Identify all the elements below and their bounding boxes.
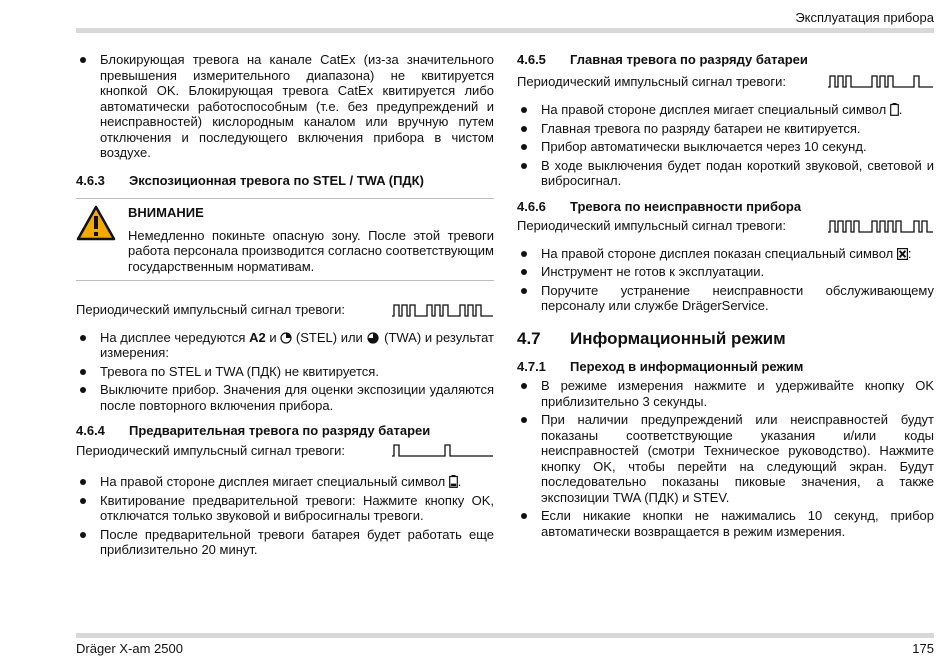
left-column	[76, 52, 494, 561]
section-heading-4-7-1: 4.7.1 Переход в информационный режим	[517, 358, 804, 374]
list-item: В режиме измерения нажмите и удерживайте кнопку OK приблизительно 3 секунды.	[517, 378, 934, 409]
right-column	[517, 52, 934, 542]
list-item: На правой стороне дисплея мигает специальный символ .	[517, 102, 934, 118]
intro-list	[76, 52, 494, 161]
list-item: Инструмент не готов к эксплуатации.	[517, 264, 934, 280]
list-item: Квитирование предварительной тревоги: Нажмите кнопку OK, отключатся только звуковой и вибросигналы тревоги.	[76, 493, 494, 524]
footer-rule	[76, 633, 934, 638]
twa-clock-icon	[366, 332, 380, 344]
battery-empty-icon	[890, 103, 899, 116]
signal-label: Периодический импульсный сигнал тревоги:	[517, 218, 787, 233]
signal-row	[517, 74, 934, 90]
warning-box	[76, 198, 494, 281]
list-item: На правой стороне дисплея показан специальный символ :	[517, 246, 934, 262]
footer-product: Dräger X-am 2500	[76, 641, 183, 656]
section-title: Переход в информационный режим	[570, 358, 804, 374]
section-title: Информационный режим	[570, 328, 786, 348]
section-title: Главная тревога по разряду батареи	[570, 52, 808, 67]
info-mode-list	[517, 378, 934, 539]
page-number: 175	[912, 641, 934, 656]
fault-icon	[897, 248, 908, 260]
section-title: Предварительная тревога по разряду батареи	[129, 423, 431, 438]
list-item: На правой стороне дисплея мигает специальный символ .	[76, 474, 494, 490]
signal-row	[76, 443, 494, 459]
list-item: Если никакие кнопки не нажимались 10 секунд, прибор автоматически возвращается в режим измерения.	[517, 508, 934, 539]
pulse-signal-fault-icon	[828, 219, 934, 233]
warning-text: Немедленно покиньте опасную зону. После этой тревоги работа персонала производится согласно соответствующим государственным нормативам.	[128, 227, 494, 274]
list-item: Блокирующая тревога на канале CatEx (из-за значительного превышения измерительного диапазона) не квитируется кнопкой OK. Блокирующая тревога CatEx квитируется либо автоматически работоспособным (т.е. без предупреждений и неисправностей) кислородным каналом или вручную путем отключения и последующего включения прибора в чистом воздухе.	[76, 52, 494, 161]
pulse-signal-battery-main-icon	[828, 74, 934, 88]
section-heading-4-6-5: 4.6.5 Главная тревога по разряду батареи	[517, 52, 808, 67]
list-item: На дисплее чередуются A2 и (STEL) или (TWA) и результат измерения:	[76, 330, 494, 361]
pulse-signal-battery-pre-icon	[392, 443, 494, 457]
section-title: Экспозиционная тревога по STEL / TWA (ПДК)	[129, 172, 424, 188]
list-item: Главная тревога по разряду батареи не квитируется.	[517, 121, 934, 137]
section-heading-4-6-3: 4.6.3 Экспозиционная тревога по STEL / TWA (ПДК)	[76, 172, 424, 188]
page-header-title: Эксплуатация прибора	[795, 10, 934, 25]
stel-clock-icon	[280, 332, 292, 344]
list-item: Тревога по STEL и TWA (ПДК) не квитируется.	[76, 364, 494, 380]
signal-row	[76, 302, 494, 318]
battery-pre-list	[76, 474, 494, 558]
section-title: Тревога по неисправности прибора	[570, 198, 802, 214]
battery-main-list	[517, 102, 934, 189]
warning-triangle-icon	[76, 205, 128, 274]
list-item: В ходе выключения будет подан короткий звуковой, световой и вибросигнал.	[517, 158, 934, 189]
signal-row	[517, 218, 934, 234]
pulse-signal-stel-icon	[392, 303, 494, 317]
battery-low-icon	[449, 475, 458, 488]
header-rule	[76, 28, 934, 33]
list-item: При наличии предупреждений или неисправностей будут показаны соответствующие указания и/или коды неисправностей (смотри Техническое руководство). Нажмите кнопку OK, чтобы перейти на следующий экран. Будут последовательно показаны пиковые значения, а также экспозиции TWA (ПДК) и STEV.	[517, 412, 934, 505]
warning-title: ВНИМАНИЕ	[128, 205, 204, 220]
stel-twa-list	[76, 330, 494, 414]
list-item: Поручите устранение неисправности обслуживающему персоналу или службе DrägerService.	[517, 283, 934, 314]
signal-label: Периодический импульсный сигнал тревоги:	[76, 442, 346, 458]
section-heading-4-6-4: 4.6.4 Предварительная тревога по разряду батареи	[76, 423, 431, 438]
fault-list	[517, 246, 934, 314]
section-heading-4-6-6: 4.6.6 Тревога по неисправности прибора	[517, 198, 802, 214]
signal-label: Периодический импульсный сигнал тревоги:	[517, 73, 787, 89]
section-heading-4-7: 4.7 Информационный режим	[517, 328, 786, 348]
list-item: Выключите прибор. Значения для оценки экспозиции удаляются после повторного включения прибора.	[76, 382, 494, 413]
signal-label: Периодический импульсный сигнал тревоги:	[76, 302, 346, 317]
list-item: После предварительной тревоги батарея будет работать еще приблизительно 20 минут.	[76, 527, 494, 558]
list-item: Прибор автоматически выключается через 10 секунд.	[517, 139, 934, 155]
